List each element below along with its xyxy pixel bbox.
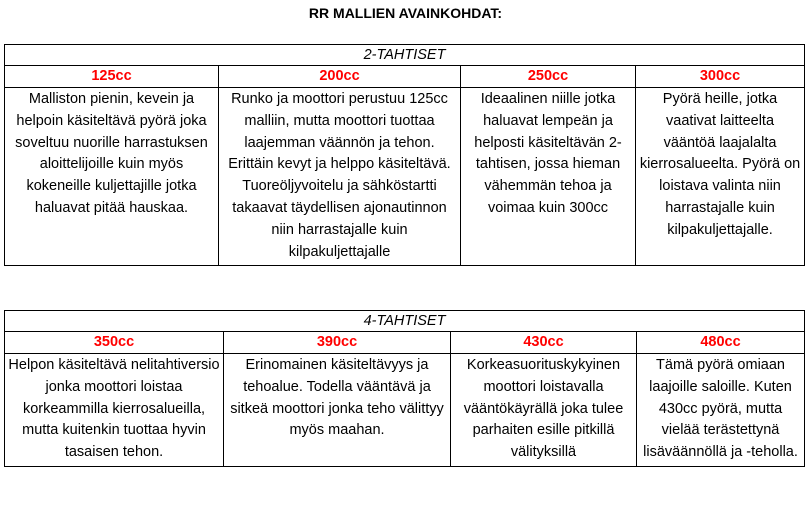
model-size-250cc: 250cc xyxy=(461,66,636,88)
model-description-250cc: Ideaalinen niille jotka haluavat lempeän ja helposti käsiteltävän 2-tahtisen, jossa hieman vähemmän tehoa ja voimaa kuin 300cc xyxy=(461,88,636,266)
model-size-350cc: 350cc xyxy=(5,332,224,354)
page-title: RR MALLIEN AVAINKOHDAT: xyxy=(308,5,503,21)
model-description-300cc: Pyörä heille, jotka vaativat laitteelta vääntöä laajalalta kierrosalueelta. Pyörä on loistava valinta niin harrastajalle kuin kilpakuljettajalle. xyxy=(636,88,805,266)
model-size-300cc: 300cc xyxy=(636,66,805,88)
model-description-480cc: Tämä pyörä omiaan laajoille saloille. Kuten 430cc pyörä, mutta vielää terästettynä lisäväännöllä ja -teholla. xyxy=(637,354,805,467)
model-size-125cc: 125cc xyxy=(5,66,219,88)
model-description-200cc: Runko ja moottori perustuu 125cc malliin, mutta moottori tuottaa laajemman väännön ja tehon. Erittäin kevyt ja helppo käsiteltävä. Tuoreöljyvoitelu ja sähköstartti takaavat täydellisen ajonautinnon niin harrastajalle kuin kilpakuljettajalle xyxy=(219,88,461,266)
model-size-430cc: 430cc xyxy=(451,332,637,354)
two-stroke-table xyxy=(4,44,805,266)
model-description-430cc: Korkeasuorituskykyinen moottori loistavalla vääntökäyrällä joka tulee parhaiten esille pitkillä välityksillä xyxy=(451,354,637,467)
model-description-350cc: Helpon käsiteltävä nelitahtiversio jonka moottori loistaa korkeammilla kierrosalueilla, mutta kuitenkin tuottaa hyvin tasaisen tehon. xyxy=(5,354,224,467)
model-size-200cc: 200cc xyxy=(219,66,461,88)
section-title-2-stroke: 2-TAHTISET xyxy=(5,45,805,66)
four-stroke-table xyxy=(4,310,805,467)
model-description-125cc: Malliston pienin, kevein ja helpoin käsiteltävä pyörä joka soveltuu nuorille harrastuksen aloittelijoille kuin myös kokeneille kuljettajille jotka haluavat pitää hauskaa. xyxy=(5,88,219,266)
model-size-390cc: 390cc xyxy=(224,332,451,354)
model-size-480cc: 480cc xyxy=(637,332,805,354)
model-description-390cc: Erinomainen käsiteltävyys ja tehoalue. Todella vääntävä ja sitkeä moottori jonka teho välittyy myös maahan. xyxy=(224,354,451,467)
section-title-4-stroke: 4-TAHTISET xyxy=(5,311,805,332)
